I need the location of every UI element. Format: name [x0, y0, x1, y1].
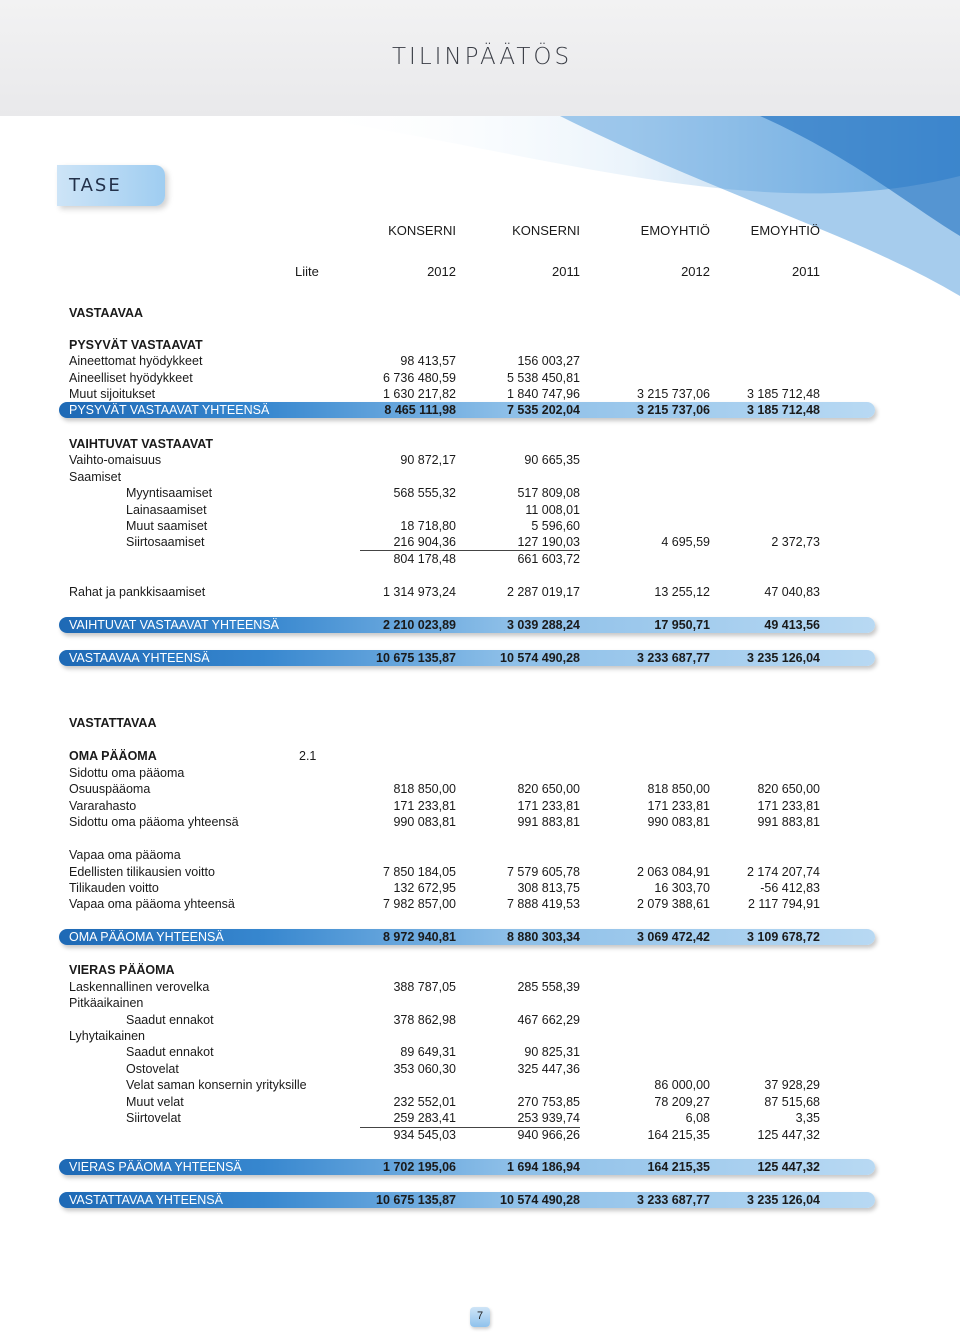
value-cell: 1 702 195,06 [383, 1160, 456, 1174]
value-cell: 78 209,27 [654, 1095, 710, 1109]
value-cell: 820 650,00 [517, 782, 580, 796]
page-header [0, 0, 960, 116]
value-cell: 7 579 605,78 [507, 865, 580, 879]
value-cell: 127 190,03 [517, 535, 580, 549]
column-header-emoyhtio-2011: EMOYHTIÖ [750, 223, 820, 238]
row-label: VAIHTUVAT VASTAAVAT [69, 437, 213, 451]
page-number: 7 [476, 1310, 484, 1322]
value-cell: 156 003,27 [517, 354, 580, 368]
value-cell: 3 233 687,77 [637, 651, 710, 665]
value-cell: 5 596,60 [531, 519, 580, 533]
total-row-label: OMA PÄÄOMA YHTEENSÄ [69, 930, 224, 944]
value-cell: 7 982 857,00 [383, 897, 456, 911]
row-label: Siirtovelat [126, 1111, 181, 1125]
value-cell: 2 174 207,74 [747, 865, 820, 879]
row-label: Pitkäaikainen [69, 996, 144, 1010]
value-cell: 3,35 [795, 1111, 820, 1125]
value-cell: 378 862,98 [393, 1013, 456, 1027]
value-cell: 10 574 490,28 [500, 651, 580, 665]
row-label: Edellisten tilikausien voitto [69, 865, 215, 879]
note-reference: 2.1 [299, 749, 317, 763]
value-cell: 940 966,26 [517, 1128, 580, 1142]
value-cell: 16 303,70 [654, 881, 710, 895]
column-header-konserni-2012: KONSERNI [388, 223, 456, 238]
value-cell: 7 535 202,04 [507, 403, 580, 417]
value-cell: 11 008,01 [525, 503, 580, 517]
row-label: OMA PÄÄOMA [69, 749, 157, 763]
column-header-year: 2011 [792, 264, 820, 279]
value-cell: 3 235 126,04 [747, 1193, 820, 1207]
total-row-label: PYSYVÄT VASTAAVAT YHTEENSÄ [69, 403, 270, 417]
subtotal-rule [360, 1127, 580, 1128]
value-cell: 517 809,08 [517, 486, 580, 500]
subtotal-rule [360, 550, 580, 551]
value-cell: 1 840 747,96 [507, 387, 580, 401]
total-row-label: VASTATTAVAA YHTEENSÄ [69, 1193, 223, 1207]
value-cell: 2 210 023,89 [383, 618, 456, 632]
column-header-konserni-2011: KONSERNI [512, 223, 580, 238]
value-cell: 253 939,74 [517, 1111, 580, 1125]
value-cell: 934 545,03 [393, 1128, 456, 1142]
row-label: VASTAAVAA [69, 306, 144, 320]
value-cell: 2 372,73 [771, 535, 820, 549]
value-cell: 125 447,32 [757, 1160, 820, 1174]
value-cell: 10 574 490,28 [500, 1193, 580, 1207]
row-label: Saadut ennakot [126, 1045, 214, 1059]
value-cell: 232 552,01 [393, 1095, 456, 1109]
value-cell: 1 314 973,24 [383, 585, 456, 599]
row-label: Muut saamiset [126, 519, 208, 533]
row-label: Vapaa oma pääoma [69, 848, 181, 862]
value-cell: 7 850 184,05 [383, 865, 456, 879]
column-header-year: 2012 [427, 264, 456, 279]
value-cell: 90 872,17 [400, 453, 456, 467]
row-label: Rahat ja pankkisaamiset [69, 585, 206, 599]
value-cell: 8 972 940,81 [383, 930, 456, 944]
value-cell: 171 233,81 [647, 799, 710, 813]
value-cell: 259 283,41 [393, 1111, 456, 1125]
value-cell: 171 233,81 [393, 799, 456, 813]
row-label: Sidottu oma pääoma [69, 766, 185, 780]
column-header-year: 2011 [552, 264, 580, 279]
value-cell: -56 412,83 [760, 881, 820, 895]
value-cell: 17 950,71 [654, 618, 710, 632]
value-cell: 18 718,80 [400, 519, 456, 533]
row-label: Ostovelat [126, 1062, 179, 1076]
value-cell: 47 040,83 [764, 585, 820, 599]
value-cell: 90 665,35 [524, 453, 580, 467]
value-cell: 2 063 084,91 [637, 865, 710, 879]
page-number-box [470, 1307, 490, 1327]
value-cell: 1 694 186,94 [507, 1160, 580, 1174]
value-cell: 37 928,29 [764, 1078, 820, 1092]
value-cell: 270 753,85 [517, 1095, 580, 1109]
row-label: Aineelliset hyödykkeet [69, 371, 193, 385]
value-cell: 3 185 712,48 [747, 403, 820, 417]
row-label: Vararahasto [69, 799, 137, 813]
row-label: Osuuspääoma [69, 782, 151, 796]
row-label: VIERAS PÄÄOMA [69, 963, 175, 977]
value-cell: 3 215 737,06 [637, 403, 710, 417]
value-cell: 6 736 480,59 [383, 371, 456, 385]
value-cell: 89 649,31 [400, 1045, 456, 1059]
value-cell: 8 880 303,34 [507, 930, 580, 944]
total-row-label: VAIHTUVAT VASTAAVAT YHTEENSÄ [69, 618, 280, 632]
row-label: Saadut ennakot [126, 1013, 214, 1027]
value-cell: 325 447,36 [517, 1062, 580, 1076]
value-cell: 353 060,30 [393, 1062, 456, 1076]
value-cell: 388 787,05 [393, 980, 456, 994]
row-label: Vapaa oma pääoma yhteensä [69, 897, 235, 911]
value-cell: 132 672,95 [393, 881, 456, 895]
row-label: VASTATTAVAA [69, 716, 157, 730]
value-cell: 991 883,81 [517, 815, 580, 829]
value-cell: 818 850,00 [393, 782, 456, 796]
row-label: Muut sijoitukset [69, 387, 156, 401]
value-cell: 3 235 126,04 [747, 651, 820, 665]
value-cell: 10 675 135,87 [376, 651, 456, 665]
column-header-year: 2012 [681, 264, 710, 279]
row-label: Siirtosaamiset [126, 535, 205, 549]
value-cell: 818 850,00 [647, 782, 710, 796]
value-cell: 467 662,29 [517, 1013, 580, 1027]
value-cell: 13 255,12 [654, 585, 710, 599]
value-cell: 8 465 111,98 [384, 403, 456, 417]
column-header-emoyhtio-2012: EMOYHTIÖ [640, 223, 710, 238]
value-cell: 804 178,48 [393, 552, 456, 566]
row-label: Myyntisaamiset [126, 486, 213, 500]
value-cell: 90 825,31 [524, 1045, 580, 1059]
value-cell: 2 117 794,91 [747, 897, 820, 911]
value-cell: 820 650,00 [757, 782, 820, 796]
value-cell: 285 558,39 [517, 980, 580, 994]
value-cell: 2 079 388,61 [637, 897, 710, 911]
value-cell: 3 109 678,72 [747, 930, 820, 944]
total-row-label: VASTAAVAA YHTEENSÄ [69, 651, 210, 665]
value-cell: 49 413,56 [764, 618, 820, 632]
value-cell: 3 069 472,42 [637, 930, 710, 944]
row-label: Lyhytaikainen [69, 1029, 145, 1043]
value-cell: 171 233,81 [517, 799, 580, 813]
value-cell: 86 000,00 [654, 1078, 710, 1092]
value-cell: 2 287 019,17 [507, 585, 580, 599]
value-cell: 164 215,35 [647, 1128, 710, 1142]
row-label: Sidottu oma pääoma yhteensä [69, 815, 239, 829]
value-cell: 3 215 737,06 [637, 387, 710, 401]
column-header-liite: Liite [295, 264, 319, 279]
section-tab-tase [57, 165, 165, 206]
row-label: Laskennallinen verovelka [69, 980, 210, 994]
row-label: PYSYVÄT VASTAAVAT [69, 338, 203, 352]
row-label: Muut velat [126, 1095, 184, 1109]
row-label: Vaihto-omaisuus [69, 453, 162, 467]
section-tab-label: TASE [69, 175, 122, 196]
row-label: Velat saman konsernin yrityksille [126, 1078, 307, 1092]
value-cell: 990 083,81 [647, 815, 710, 829]
row-label: Tilikauden voitto [69, 881, 159, 895]
value-cell: 661 603,72 [517, 552, 580, 566]
value-cell: 4 695,59 [661, 535, 710, 549]
page-title: TILINPÄÄTÖS [392, 44, 573, 70]
value-cell: 164 215,35 [647, 1160, 710, 1174]
row-label: Lainasaamiset [126, 503, 207, 517]
value-cell: 3 233 687,77 [637, 1193, 710, 1207]
value-cell: 308 813,75 [517, 881, 580, 895]
value-cell: 5 538 450,81 [507, 371, 580, 385]
value-cell: 6,08 [685, 1111, 710, 1125]
value-cell: 3 039 288,24 [507, 618, 580, 632]
value-cell: 87 515,68 [764, 1095, 820, 1109]
value-cell: 171 233,81 [757, 799, 820, 813]
value-cell: 3 185 712,48 [747, 387, 820, 401]
value-cell: 125 447,32 [757, 1128, 820, 1142]
value-cell: 216 904,36 [393, 535, 456, 549]
value-cell: 990 083,81 [393, 815, 456, 829]
value-cell: 1 630 217,82 [383, 387, 456, 401]
row-label: Aineettomat hyödykkeet [69, 354, 203, 368]
value-cell: 10 675 135,87 [376, 1193, 456, 1207]
value-cell: 7 888 419,53 [507, 897, 580, 911]
value-cell: 98 413,57 [400, 354, 456, 368]
value-cell: 568 555,32 [393, 486, 456, 500]
row-label: Saamiset [69, 470, 122, 484]
value-cell: 991 883,81 [757, 815, 820, 829]
total-row-label: VIERAS PÄÄOMA YHTEENSÄ [69, 1160, 242, 1174]
